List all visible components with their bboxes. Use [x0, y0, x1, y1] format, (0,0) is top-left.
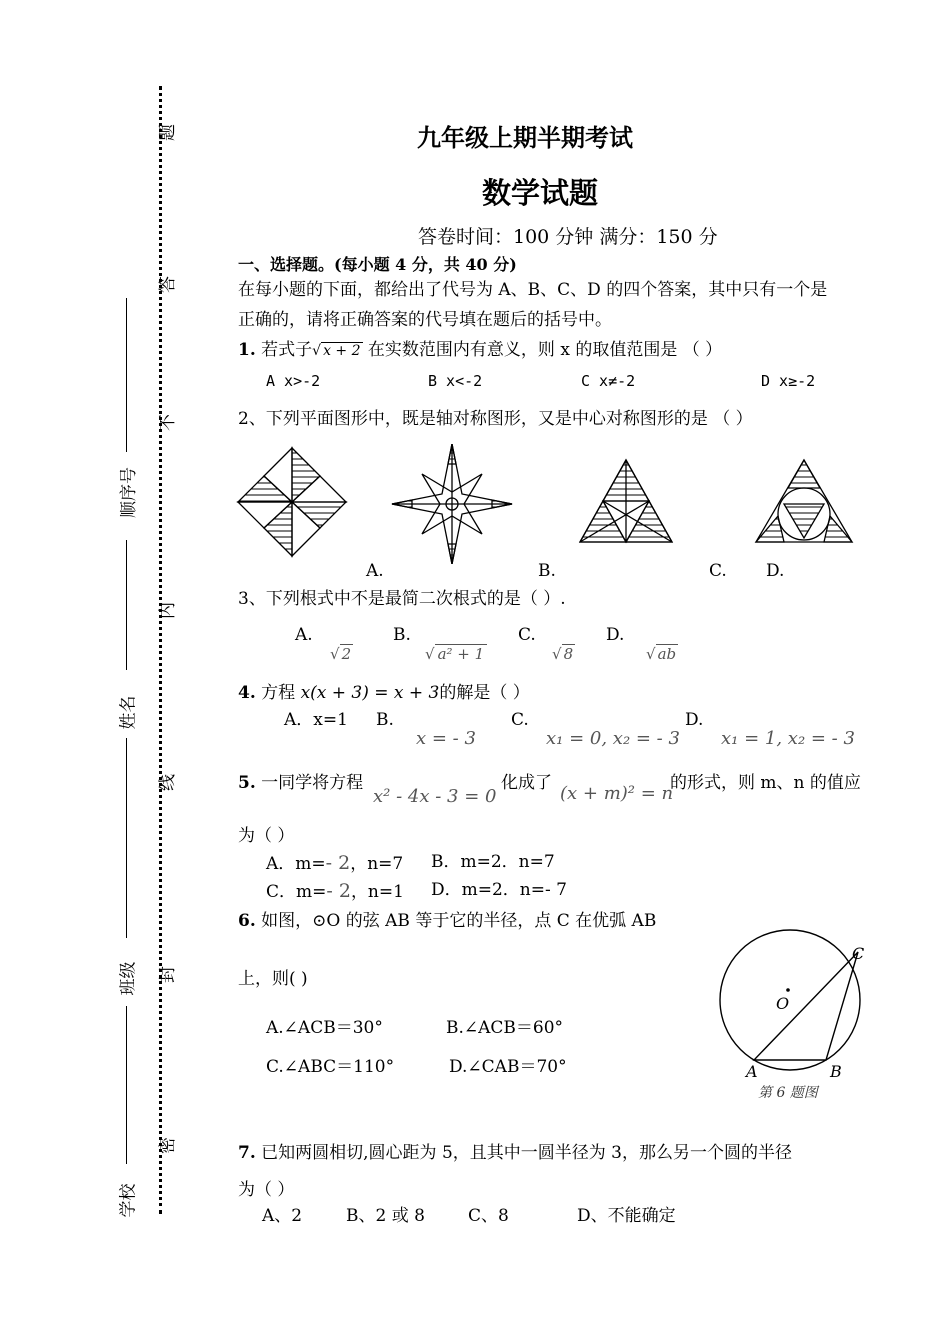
hatched-triangle-figure: [580, 460, 672, 542]
question-number: 1.: [238, 340, 256, 360]
question-4: [238, 683, 530, 703]
name-line: [126, 540, 127, 670]
seal-char: 密: [158, 1137, 178, 1154]
question-number: 4.: [238, 683, 256, 703]
question-text: 方程: [261, 683, 296, 703]
point-label: O: [776, 994, 790, 1013]
pinwheel-figure: [238, 448, 346, 556]
question-7: [238, 1143, 792, 1163]
seal-dotted-line: [159, 86, 162, 1214]
question-number: 6.: [238, 911, 256, 931]
seq-number-line: [126, 298, 127, 452]
option: D．m=2．n=- 7: [431, 880, 567, 900]
question-text: 已知两圆相切,圆心距为 5，且其中一圆半径为 3，那么另一个圆的半径: [261, 1143, 792, 1163]
seal-char: 内: [158, 602, 178, 619]
circle-figure: [710, 924, 870, 1074]
question-2: 2、下列平面图形中，既是轴对称图形，又是中心对称图形的是 （ ）: [238, 409, 753, 429]
question-text: 为（ ）: [238, 826, 295, 846]
question-text: 的解是（ ）: [439, 683, 530, 703]
question-3: 3、下列根式中不是最简二次根式的是（ ）.: [238, 589, 566, 609]
option: A．m=- 2，n=7: [266, 852, 404, 874]
option: D.∠CAB＝70°: [449, 1057, 567, 1077]
option: D.: [685, 710, 704, 730]
question-6: [238, 911, 656, 931]
seal-char: 不: [158, 414, 178, 431]
school-line: [126, 1006, 127, 1164]
section-heading: 一、选择题。(每小题 4 分，共 40 分): [238, 255, 517, 274]
class-label: 班级: [118, 961, 139, 996]
option-letter: B.: [393, 625, 411, 645]
option: C.: [511, 710, 529, 730]
option-letter: D.: [606, 625, 625, 645]
sqrt-expression: √ 2: [330, 645, 352, 663]
question-number: 5.: [238, 773, 256, 793]
q2-figures: [236, 444, 854, 564]
equation: x² - 4x - 3 = 0: [373, 786, 497, 807]
figure-label: B.: [538, 561, 556, 581]
equation: x = - 3: [416, 728, 476, 749]
question-5: [238, 773, 363, 793]
question-text: 化成了: [501, 773, 552, 793]
option: D x≥-2: [761, 372, 816, 390]
option-letter: C.: [518, 625, 536, 645]
question-number: 7.: [238, 1143, 256, 1163]
figure-label: A.: [366, 561, 384, 581]
option: C.∠ABC＝110°: [266, 1057, 395, 1077]
option: A x>-2: [266, 372, 321, 390]
class-line: [126, 738, 127, 938]
question-text: 若式子: [261, 340, 313, 360]
option: C、8: [468, 1206, 509, 1226]
figure-caption: 第 6 题图: [758, 1085, 818, 1101]
section-intro: 正确的，请将正确答案的代号填在题后的括号中。: [238, 310, 612, 330]
point-label: C: [852, 944, 865, 963]
option: B.: [376, 710, 394, 730]
compass-star-figure: [392, 444, 512, 564]
seal-char: 封: [158, 966, 178, 983]
sqrt-expression: √ x + 2: [312, 343, 361, 359]
name-label: 姓名: [118, 695, 139, 730]
point-label: A: [746, 1062, 758, 1081]
option: B．m=2．n=7: [431, 852, 555, 872]
seq-number-label: 顺序号: [119, 467, 139, 518]
equation: x₁ = 0, x₂ = - 3: [546, 728, 680, 749]
question-text: 上，则( ): [238, 969, 308, 989]
exam-time-info: 答卷时间：100 分钟 满分：150 分: [418, 226, 718, 248]
question-text: 如图，⊙O 的弦 AB 等于它的半径，点 C 在优弧 AB: [261, 911, 657, 931]
option-letter: A.: [295, 625, 313, 645]
exam-subtitle: 数学试题: [482, 176, 599, 210]
option: B x<-2: [428, 372, 483, 390]
question-text: 为（ ）: [238, 1180, 295, 1200]
option: D、不能确定: [577, 1206, 676, 1226]
section-intro: 在每小题的下面，都给出了代号为 A、B、C、D 的四个答案，其中只有一个是: [238, 280, 828, 300]
sqrt-expression: √ 8: [552, 645, 574, 663]
equation: x₁ = 1, x₂ = - 3: [721, 728, 855, 749]
sqrt-expression: √ ab: [646, 645, 677, 663]
triangle-circle-figure: [756, 460, 852, 542]
seal-char: 线: [158, 774, 178, 791]
question-1: [238, 340, 722, 360]
question-text: 在实数范围内有意义，则 x 的取值范围是 （ ）: [367, 340, 723, 360]
sqrt-expression: √ a² + 1: [425, 645, 487, 663]
question-text: 的形式，则 m、n 的值应: [670, 773, 861, 793]
option: A.∠ACB＝30°: [266, 1018, 383, 1038]
option: B、2 或 8: [346, 1206, 425, 1226]
option: C x≠-2: [581, 372, 636, 390]
equation: x(x + 3) = x + 3: [300, 683, 440, 703]
seal-char: 答: [158, 276, 178, 293]
option: A、2: [262, 1206, 303, 1226]
option: A．x=1: [284, 710, 348, 730]
equation: (x + m)² = n: [560, 783, 674, 804]
seal-char: 题: [158, 124, 178, 141]
figure-label: D.: [766, 561, 785, 581]
option: B.∠ACB＝60°: [446, 1018, 564, 1038]
option: C．m=- 2，n=1: [266, 880, 404, 902]
school-label: 学校: [118, 1183, 139, 1218]
exam-title: 九年级上期半期考试: [417, 123, 633, 152]
figure-label: C.: [709, 561, 727, 581]
question-text: 一同学将方程: [261, 773, 364, 793]
point-label: B: [830, 1062, 842, 1081]
